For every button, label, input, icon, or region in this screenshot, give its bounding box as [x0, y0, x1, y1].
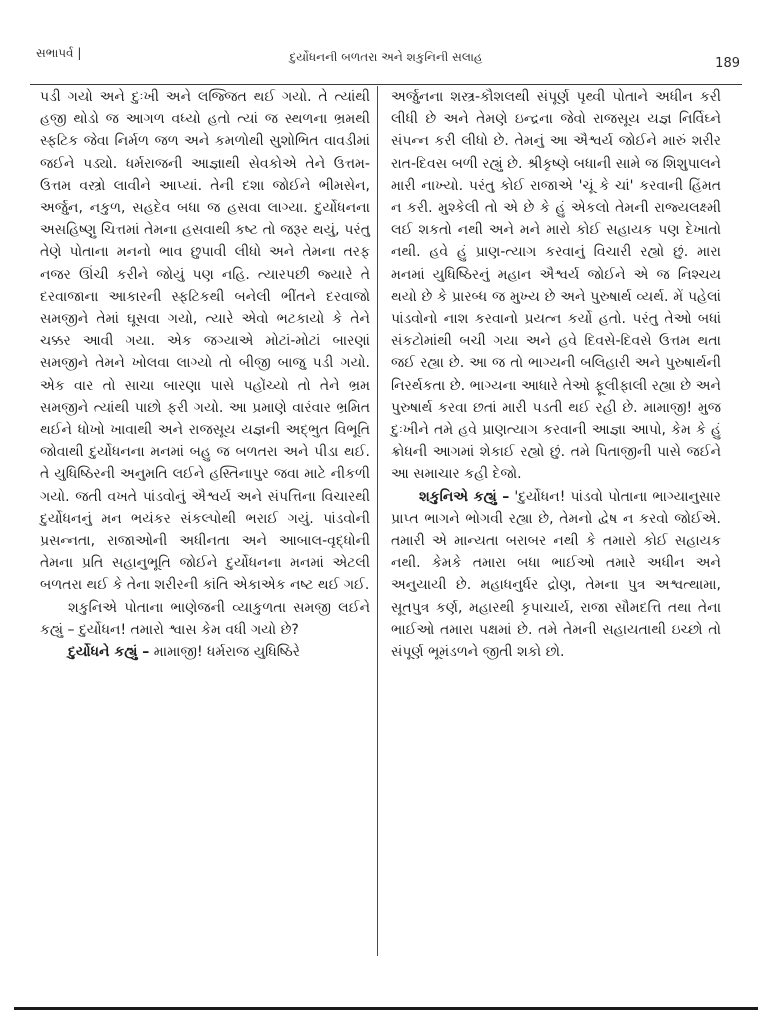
page-header: [30, 36, 742, 76]
header-divider: [30, 84, 742, 85]
dialogue-paragraph: [40, 641, 370, 663]
paragraph: પડી ગયો અને દુઃખી અને લજ્જિત થઈ ગયો. તે ત્યાંથી હજી થોડો જ આગળ વધ્યો હતો ત્યાં જ સ્થળના ભ્રમથી સ્ફટિક જેવા નિર્મળ જળ અને કમળોથી સુશોભિત વાવડીમાં જઈને પડ્યો. ધર્મરાજની આજ્ઞાથી સેવકોએ તેને ઉત્તમ-ઉત્તમ વસ્ત્રો લાવીને આપ્યાં. તેની દશા જોઈને ભીમસેન, અર્જુન, નકુળ, સહદેવ બધા જ હસવા લાગ્યા. દુર્યોધનના અસહિષ્ણુ ચિત્તમાં તેમના હસવાથી કષ્ટ તો જરૂર થયું, પરંતુ તેણે પોતાના મનનો ભાવ છુપાવી લીધો અને તેમના તરફ નજર ઊંચી કરીને જોયું પણ નહિ. ત્યારપછી જ્યારે તે દરવાજાના આકારની સ્ફટિકથી બનેલી ભીંતને દરવાજો સમજીને તેમાં ઘૂસવા ગયો, ત્યારે એવો ભટકાયો કે તેને ચક્કર આવી ગયા. એક જગ્યાએ મોટાં-મોટાં બારણાં સમજીને તેમને ખોલવા લાગ્યો તો બીજી બાજુ પડી ગયો. એક વાર તો સાચા બારણા પાસે પહોંચ્યો તો તેને ભ્રમ સમજીને ત્યાંથી પાછો ફરી ગયો. આ પ્રમાણે વારંવાર ભ્રમિત થઈને ધોખો ખાવાથી અને રાજસૂય યજ્ઞની અદ્ભુત વિભૂતિ જોવાથી દુર્યોધનના મનમાં બહુ જ બળતરા અને પીડા થઈ. તે યુધિષ્ઠિરની અનુમતિ લઈને હસ્તિનાપુર જવા માટે નીકળી ગયો. જતી વખતે પાંડવોનું ઐશ્વર્ય અને સંપત્તિના વિચારથી દુર્યોધનનું મન ભયંકર સંકલ્પોથી ભરાઈ ગયું. પાંડવોની પ્રસન્નતા, રાજાઓની અધીનતા અને આબાલ-વૃદ્ધોની તેમના પ્રતિ સહાનુભૂતિ જોઈને દુર્યોધનના મનમાં એટલી બળતરા થઈ કે તેના શરીરની કાંતિ એકાએક નષ્ટ થઈ ગઈ.: [40, 89, 370, 594]
column-divider: [377, 86, 378, 956]
paragraph: શકુનિએ પોતાના ભાણેજની વ્યાકુળતા સમજી લઈને કહ્યું – દુર્યોધન! તમારો શ્વાસ કેમ વધી ગયો છે?: [40, 599, 370, 638]
speaker-label: શકુનિએ કહ્યું –: [419, 488, 510, 505]
dialogue-text: મામાજી! ધર્મરાજ યુધિષ્ઠિરે: [153, 644, 301, 661]
right-text-column: [391, 86, 721, 663]
paragraph: અર્જુનના શસ્ત્ર-કૌશલથી સંપૂર્ણ પૃથ્વી પોતાને અધીન કરી લીધી છે અને તેમણે ઇન્દ્રના જેવો રાજસૂય યજ્ઞ નિર્વિઘ્ને સંપન્ન કરી લીધો છે. તેમનું આ ઐશ્વર્ય જોઈને મારું શરીર રાત-દિવસ બળી રહ્યું છે. શ્રીકૃષ્ણે બધાની સામે જ શિશુપાલને મારી નાખ્યો. પરંતુ કોઈ રાજાએ 'ચૂં કે ચાં' કરવાની હિંમત ન કરી. મુશ્કેલી તો એ છે કે હું એકલો તેમની રાજ્યલક્ષ્મી લઈ શકતો નથી અને મને મારો કોઈ સહાયક પણ દેખાતો નથી. હવે હું પ્રાણ-ત્યાગ કરવાનું વિચારી રહ્યો છું. મારા મનમાં યુધિષ્ઠિરનું મહાન ઐશ્વર્ય જોઈને એ જ નિશ્ચય થયો છે કે પ્રારબ્ધ જ મુખ્ય છે અને પુરુષાર્થ વ્યર્થ. મેં પહેલાં પાંડવોનો નાશ કરવાનો પ્રયત્ન કર્યો હતો. પરંતુ તેઓ બધાં સંકટોમાંથી બચી ગયા અને હવે દિવસે-દિવસે ઉત્તમ થતા જઈ રહ્યા છે. આ જ તો ભાગ્યની બલિહારી અને પુરુષાર્થની નિરર્થકતા છે. ભાગ્યના આધારે તેઓ ફૂલીફાલી રહ્યા છે અને પુરુષાર્થ કરવા છતાં મારી પડતી થઈ રહી છે. મામાજી! મુજ દુઃખીને તમે હવે પ્રાણત્યાગ કરવાની આજ્ઞા આપો, કેમ કે હું ક્રોધની આગમાં શેકાઈ રહ્યો છું. તમે પિતાજીની પાસે જઈને આ સમાચાર કહી દેજો.: [391, 89, 721, 483]
dialogue-text: 'દુર્યોધન! પાંડવો પોતાના ભાગ્યાનુસાર પ્રાપ્ત ભાગને ભોગવી રહ્યા છે, તેમનો દ્વેષ ન કરવો જોઈએ. તમારી એ માન્યતા બરાબર નથી કે તમારો કોઈ સહાયક નથી. કેમકે તમારા બધા ભાઈઓ તમારે અધીન અને અનુયાયી છે. મહાધનુર્ધર દ્રોણ, તેમના પુત્ર અશ્વત્થામા, સૂતપુત્ર કર્ણ, મહારથી કૃપાચાર્ય, રાજા સૌમદત્તિ તથા તેના ભાઈઓ તમારા પક્ષમાં છે. તમે તેમની સહાયતાથી ઇચ્છો તો સંપૂર્ણ ભૂમંડળને જીતી શકો છો.: [391, 488, 721, 661]
book-section-label: સભાપર્વ |: [36, 46, 82, 60]
footer-divider: [14, 1007, 758, 1010]
dialogue-paragraph: [391, 486, 721, 664]
chapter-title: દુર્યોધનની બળતરા અને શકુનિની સલાહ: [289, 50, 483, 64]
page-number: 189: [715, 56, 740, 71]
left-text-column: [40, 86, 370, 663]
speaker-label: દુર્યોધને કહ્યું –: [68, 644, 150, 661]
